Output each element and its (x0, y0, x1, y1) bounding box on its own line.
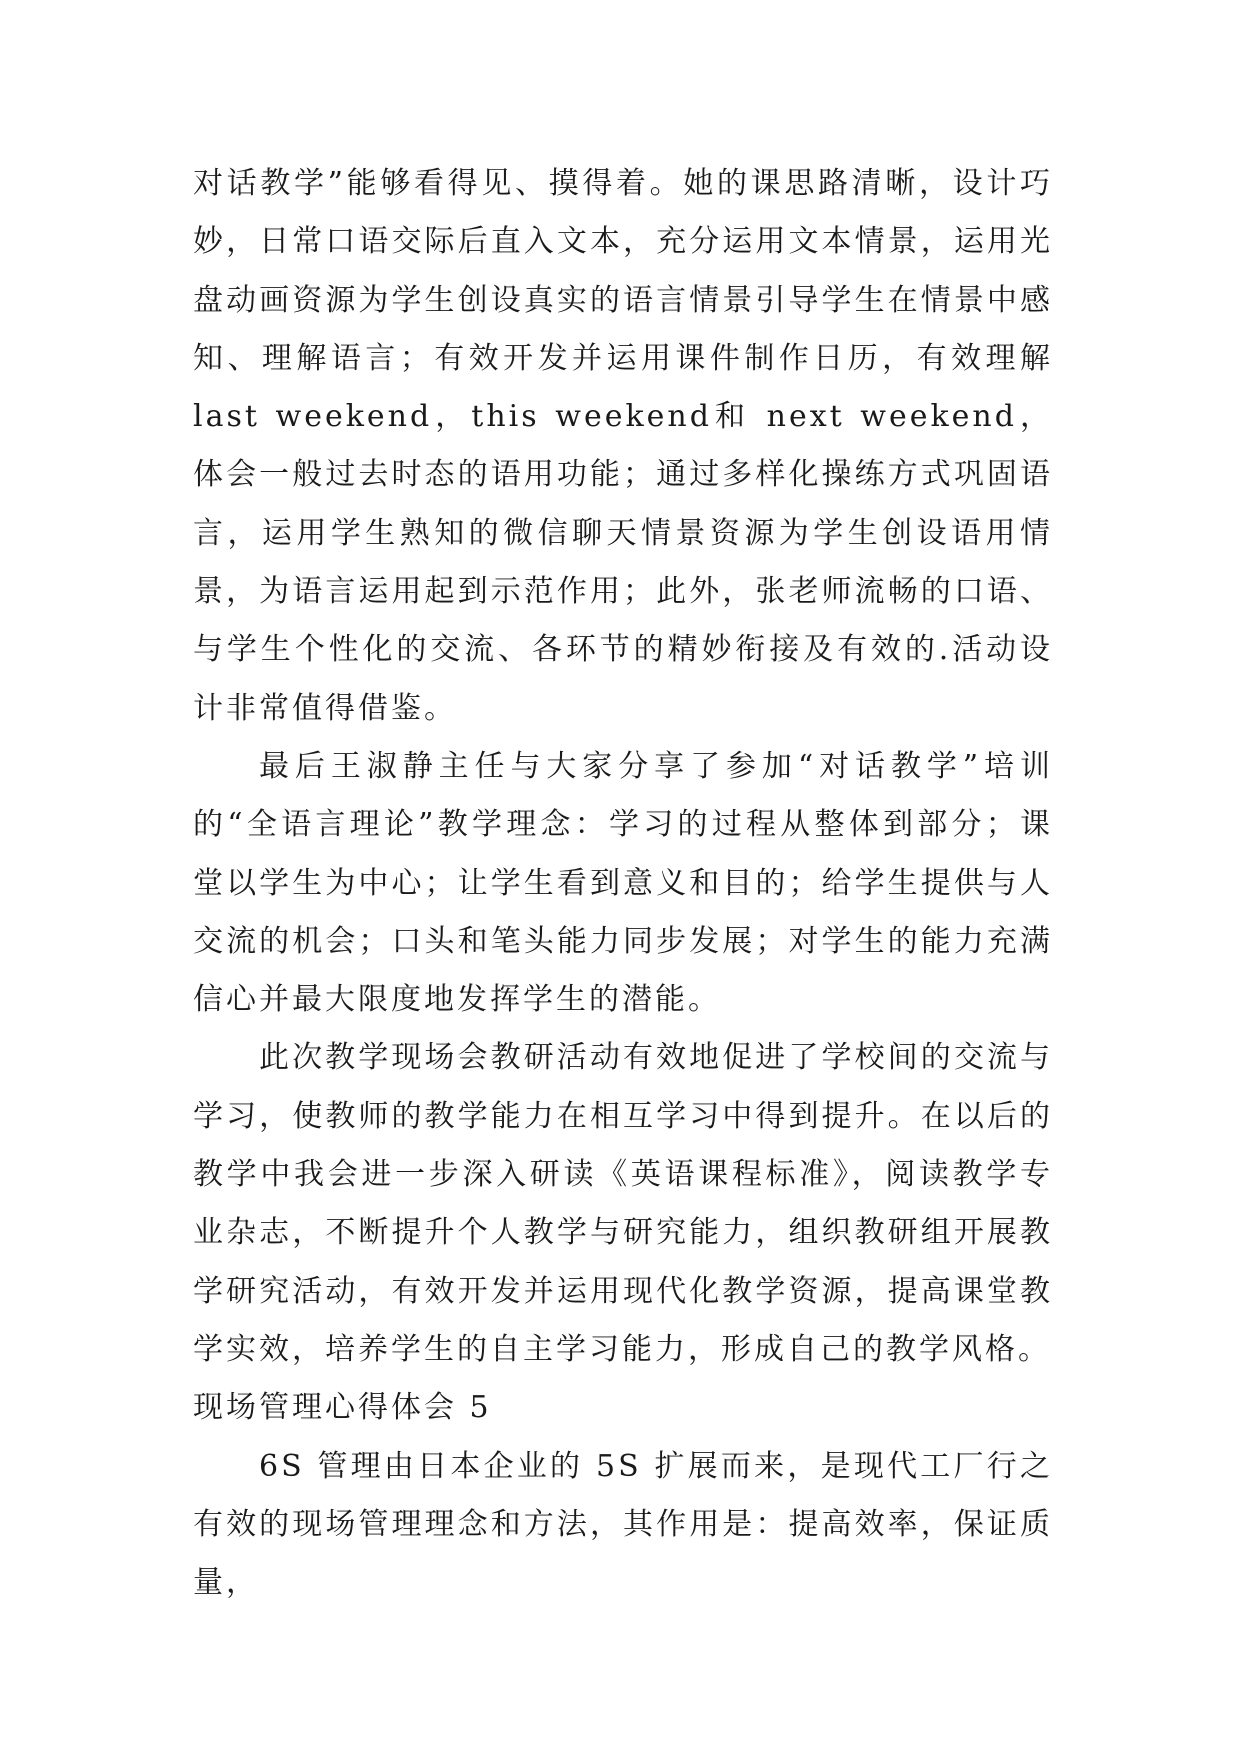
paragraph-4: 6S 管理由日本企业的 5S 扩展而来，是现代工厂行之有效的现场管理理念和方法，其作用是：提高效率，保证质量， (193, 1448, 1053, 1601)
paragraph-2: 最后王淑静主任与大家分享了参加“对话教学”培训的“全语言理论”教学理念：学习的过程从整体到部分；课堂以学生为中心；让学生看到意义和目的；给学生提供与人交流的机会；口头和笔头能力同步发展；对学生的能力充满信心并最大限度地发挥学生的潜能。 (193, 748, 1053, 1018)
paragraph-3: 此次教学现场会教研活动有效地促进了学校间的交流与学习，使教师的教学能力在相互学习中得到提升。在以后的教学中我会进一步深入研读《英语课程标准》，阅读教学专业杂志，不断提升个人教学与研究能力，组织教研组开展教学研究活动，有效开发并运用现代化教学资源，提高课堂教学实效，培养学生的自主学习能力，形成自己的教学风格。 (193, 1040, 1053, 1367)
section-heading: 现场管理心得体会 5 (193, 1390, 492, 1426)
document-body (193, 155, 1053, 1612)
paragraph-1: 对话教学”能够看得见、摸得着。她的课思路清晰，设计巧妙，日常口语交际后直入文本，充分运用文本情景，运用光盘动画资源为学生创设真实的语言情景引导学生在情景中感知、理解语言；有效开发并运用课件制作日历，有效理解last weekend，this weekend和 next weekend，体会一般过去时态的语用功能；通过多样化操练方式巩固语言，运用学生熟知的微信聊天情景资源为学生创设语用情景，为语言运用起到示范作用；此外，张老师流畅的口语、与学生个性化的交流、各环节的精妙衔接及有效的.活动设计非常值得借鉴。 (193, 166, 1053, 726)
